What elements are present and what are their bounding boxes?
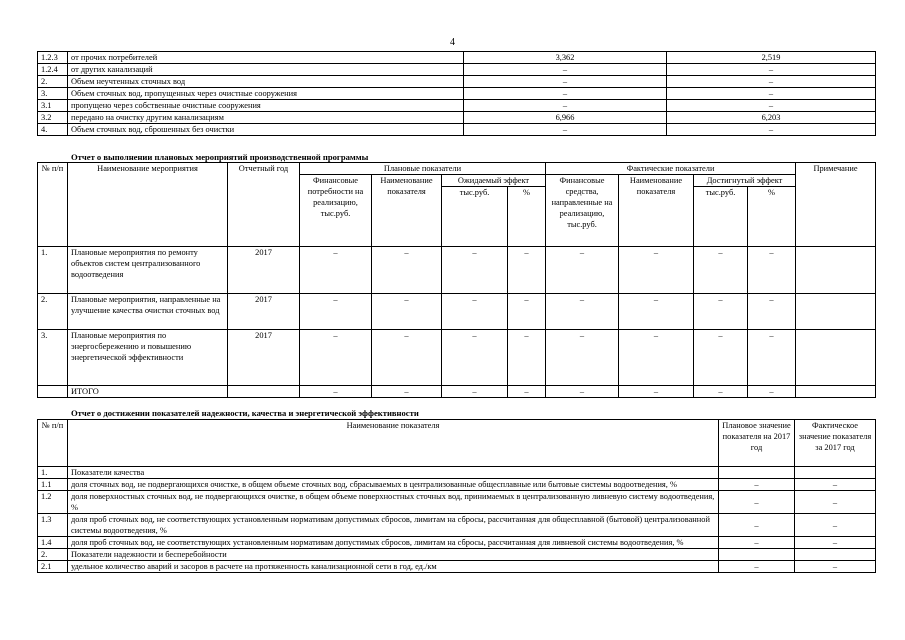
row-measure-name: Плановые мероприятия по ремонту объектов систем централизованного водоотведения [68, 247, 228, 294]
table-row [38, 76, 876, 88]
row-value-1: 6,966 [464, 112, 667, 124]
header-indicator-name: Наименование показателя [68, 420, 719, 467]
table-row [38, 64, 876, 76]
total-value: – [442, 386, 508, 398]
header-fact-pct: % [748, 187, 796, 247]
row-value: – [748, 330, 796, 386]
header-plan-value: Плановое значение показателя на 2017 год [719, 420, 795, 467]
table-row [38, 491, 876, 514]
plan-measures-table [37, 162, 876, 398]
header-measure-name: Наименование мероприятия [68, 163, 228, 247]
table-row [38, 112, 876, 124]
row-value: – [546, 294, 619, 330]
header-year: Отчетный год [228, 163, 300, 247]
indicators-table [37, 419, 876, 573]
row-value-2: 2,519 [667, 52, 876, 64]
row-number: 2. [38, 76, 68, 88]
row-value: – [442, 294, 508, 330]
table-row [38, 549, 876, 561]
row-fact-value [795, 549, 876, 561]
row-number: 3.2 [38, 112, 68, 124]
table-row [38, 514, 876, 537]
table-row [38, 88, 876, 100]
row-indicator-name: удельное количество аварий и засоров в расчете на протяженность канализационной сети в год, ед./км [68, 561, 719, 573]
row-value-2: – [667, 124, 876, 136]
row-indicator-name: доля поверхностных сточных вод, не подвергающихся очистке, в общем объеме поверхностных сточных вод, принимаемых в централизованную ливневую систему водоотведения, % [68, 491, 719, 514]
row-value: – [372, 330, 442, 386]
row-name: от прочих потребителей [68, 52, 464, 64]
total-value: – [508, 386, 546, 398]
row-value-2: – [667, 100, 876, 112]
table-row [38, 247, 876, 294]
header-num: № п/п [38, 420, 68, 467]
row-year: 2017 [228, 330, 300, 386]
row-plan-value [719, 549, 795, 561]
row-indicator-name: доля сточных вод, не подвергающихся очистке, в общем объеме сточных вод, сбрасываемых в централизованные общесплавные или бытовые системы водоотведения, % [68, 479, 719, 491]
row-value-1: – [464, 76, 667, 88]
row-value-2: – [667, 76, 876, 88]
row-value: – [508, 330, 546, 386]
total-value: – [372, 386, 442, 398]
row-name: от других канализаций [68, 64, 464, 76]
page-number: 4 [450, 37, 455, 48]
row-value: – [508, 247, 546, 294]
table-row [38, 537, 876, 549]
table-row [38, 330, 876, 386]
row-value: – [300, 330, 372, 386]
row-number: 1.1 [38, 479, 68, 491]
row-value: – [619, 294, 694, 330]
row-name: пропущено через собственные очистные сооружения [68, 100, 464, 112]
row-number: 1. [38, 467, 68, 479]
row-plan-value [719, 467, 795, 479]
row-plan-value: – [719, 514, 795, 537]
header-plan-fin: Финансовые потребности на реализацию, тыс.руб. [300, 175, 372, 247]
row-value: – [694, 330, 748, 386]
total-value: – [694, 386, 748, 398]
row-value: – [619, 330, 694, 386]
row-number: 1. [38, 247, 68, 294]
header-fact-fin: Финансовые средства, направленные на реализацию, тыс.руб. [546, 175, 619, 247]
row-value-1: – [464, 64, 667, 76]
header-plan-indname: Наименование показателя [372, 175, 442, 247]
row-number: 4. [38, 124, 68, 136]
row-measure-name: Плановые мероприятия по энергосбережению и повышению энергетической эффективности [68, 330, 228, 386]
wastewater-volume-table [37, 51, 876, 136]
row-value: – [546, 330, 619, 386]
total-row [38, 386, 876, 398]
header-plan-pct: % [508, 187, 546, 247]
row-name: Объем неучтенных сточных вод [68, 76, 464, 88]
row-fact-value: – [795, 561, 876, 573]
row-value: – [694, 294, 748, 330]
header-fact-indname: Наименование показателя [619, 175, 694, 247]
row-value-1: – [464, 100, 667, 112]
row-name: Объем сточных вод, сброшенных без очистки [68, 124, 464, 136]
total-note [796, 386, 876, 398]
row-note [796, 330, 876, 386]
table-row [38, 52, 876, 64]
row-value: – [508, 294, 546, 330]
table-row [38, 479, 876, 491]
row-value: – [546, 247, 619, 294]
header-fact: Фактические показатели [546, 163, 796, 175]
row-number: 1.3 [38, 514, 68, 537]
row-number: 3.1 [38, 100, 68, 112]
row-value: – [372, 294, 442, 330]
row-fact-value: – [795, 491, 876, 514]
row-value: – [442, 330, 508, 386]
header-note: Примечание [796, 163, 876, 247]
row-measure-name: Плановые мероприятия, направленные на улучшение качества очистки сточных вод [68, 294, 228, 330]
row-value: – [300, 294, 372, 330]
header-fact-tr: тыс.руб. [694, 187, 748, 247]
row-number: 3. [38, 330, 68, 386]
table-row [38, 124, 876, 136]
row-indicator-name: доля проб сточных вод, не соответствующих установленным нормативам допустимых сбросов, лимитам на сбросы, рассчитанная для общесплавной (бытовой) централизованной системы водоотведения, % [68, 514, 719, 537]
row-value: – [300, 247, 372, 294]
row-year: 2017 [228, 294, 300, 330]
row-year: 2017 [228, 247, 300, 294]
row-value-2: 6,203 [667, 112, 876, 124]
table-row [38, 467, 876, 479]
header-plan: Плановые показатели [300, 163, 546, 175]
row-fact-value [795, 467, 876, 479]
indicators-title: Отчет о достижении показателей надежности, качества и энергетической эффективности [71, 408, 419, 418]
row-value-1: – [464, 124, 667, 136]
row-plan-value: – [719, 561, 795, 573]
plan-measures-title: Отчет о выполнении плановых мероприятий производственной программы [71, 152, 369, 162]
row-number: 2.1 [38, 561, 68, 573]
row-fact-value: – [795, 479, 876, 491]
row-value-2: – [667, 88, 876, 100]
row-name: передано на очистку другим канализациям [68, 112, 464, 124]
header-fact-effect: Достигнутый эффект [694, 175, 796, 187]
row-number: 2. [38, 294, 68, 330]
row-note [796, 294, 876, 330]
row-number: 2. [38, 549, 68, 561]
table-row [38, 561, 876, 573]
row-value-1: 3,362 [464, 52, 667, 64]
row-value: – [694, 247, 748, 294]
total-value: – [619, 386, 694, 398]
row-note [796, 247, 876, 294]
row-value: – [748, 294, 796, 330]
row-value: – [619, 247, 694, 294]
header-num: № п/п [38, 163, 68, 247]
row-value: – [442, 247, 508, 294]
header-fact-value: Фактическое значение показателя за 2017 год [795, 420, 876, 467]
total-year [228, 386, 300, 398]
table-row [38, 100, 876, 112]
row-fact-value: – [795, 514, 876, 537]
row-indicator-name: доля проб сточных вод, не соответствующих установленным нормативам допустимых сбросов, лимитам на сбросы, рассчитанная для ливневой системы водоотведения, % [68, 537, 719, 549]
total-num [38, 386, 68, 398]
total-value: – [546, 386, 619, 398]
header-plan-tr: тыс.руб. [442, 187, 508, 247]
row-indicator-name: Показатели надежности и бесперебойности [68, 549, 719, 561]
table-row [38, 294, 876, 330]
total-value: – [300, 386, 372, 398]
row-fact-value: – [795, 537, 876, 549]
header-plan-effect: Ожидаемый эффект [442, 175, 546, 187]
row-plan-value: – [719, 537, 795, 549]
row-number: 3. [38, 88, 68, 100]
row-plan-value: – [719, 479, 795, 491]
total-label: ИТОГО [68, 386, 228, 398]
row-value: – [748, 247, 796, 294]
row-indicator-name: Показатели качества [68, 467, 719, 479]
row-number: 1.2.4 [38, 64, 68, 76]
row-number: 1.2.3 [38, 52, 68, 64]
row-value: – [372, 247, 442, 294]
row-name: Объем сточных вод, пропущенных через очистные сооружения [68, 88, 464, 100]
row-number: 1.4 [38, 537, 68, 549]
row-number: 1.2 [38, 491, 68, 514]
row-value-1: – [464, 88, 667, 100]
row-plan-value: – [719, 491, 795, 514]
total-value: – [748, 386, 796, 398]
row-value-2: – [667, 64, 876, 76]
